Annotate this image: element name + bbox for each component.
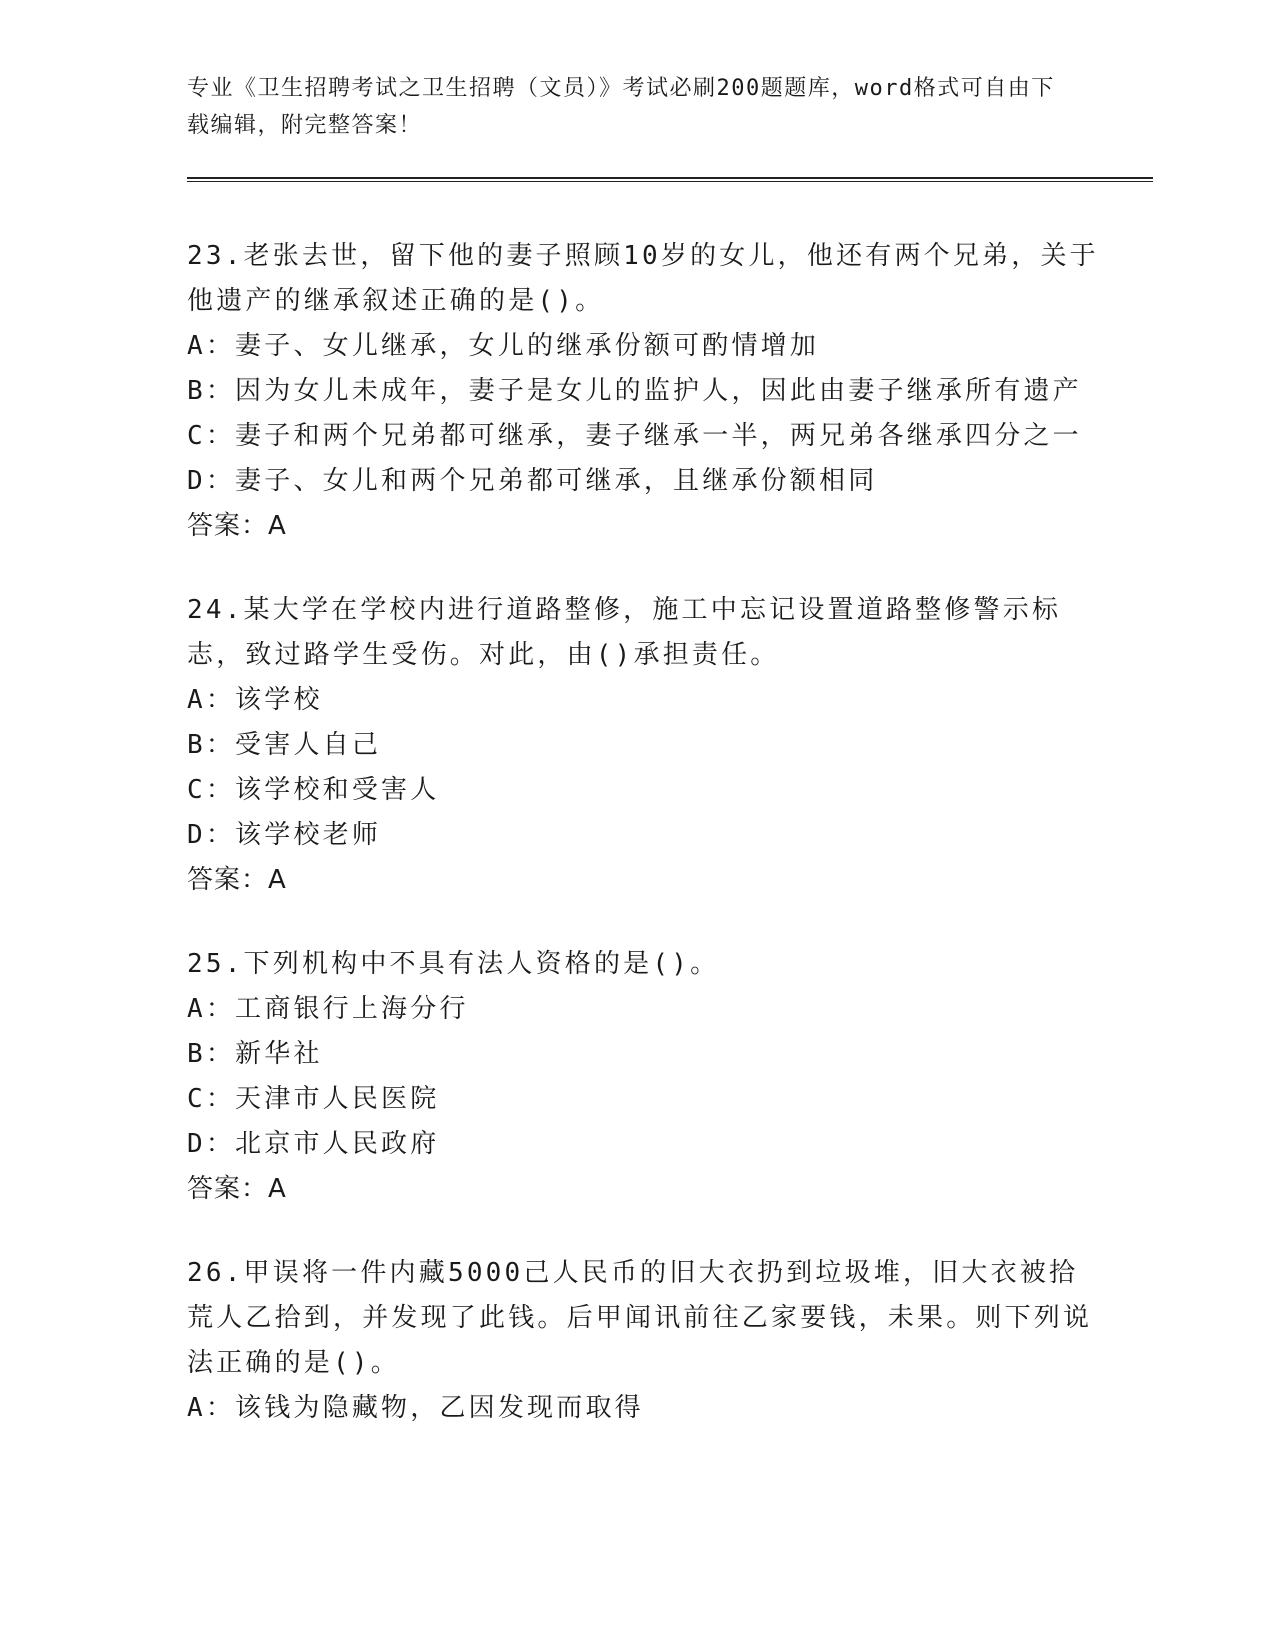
answer-line: 答案：A	[187, 865, 287, 895]
question-item	[187, 1251, 1107, 1431]
option-b: B：因为女儿未成年，妻子是女儿的监护人，因此由妻子继承所有遗产	[187, 376, 1082, 406]
header-divider	[187, 177, 1153, 182]
option-c: C：妻子和两个兄弟都可继承，妻子继承一半，两兄弟各继承四分之一	[187, 421, 1082, 451]
question-list	[187, 234, 1107, 1470]
option-a: A：该学校	[187, 685, 323, 715]
question-stem: 25.下列机构中不具有法人资格的是()。	[187, 949, 720, 979]
question-stem: 24.某大学在学校内进行道路整修，施工中忘记设置道路整修警示标志，致过路学生受伤。对此，由()承担责任。	[187, 595, 1062, 670]
answer-line: 答案：A	[187, 1174, 287, 1204]
option-a: A：工商银行上海分行	[187, 994, 469, 1024]
option-a: A：妻子、女儿继承，女儿的继承份额可酌情增加	[187, 331, 820, 361]
answer-line: 答案：A	[187, 511, 287, 541]
question-item	[187, 588, 1107, 903]
option-c: C：该学校和受害人	[187, 775, 440, 805]
question-item	[187, 942, 1107, 1212]
question-stem: 23.老张去世，留下他的妻子照顾10岁的女儿，他还有两个兄弟，关于他遗产的继承叙述正确的是()。	[187, 241, 1099, 316]
document-header: 专业《卫生招聘考试之卫生招聘（文员）》考试必刷200题题库，word格式可自由下载编辑，附完整答案！	[187, 76, 1055, 138]
option-d: D：北京市人民政府	[187, 1129, 440, 1159]
option-c: C：天津市人民医院	[187, 1084, 440, 1114]
option-d: D：妻子、女儿和两个兄弟都可继承，且继承份额相同	[187, 466, 878, 496]
option-b: B：受害人自己	[187, 730, 382, 760]
question-item	[187, 234, 1107, 549]
option-b: B：新华社	[187, 1039, 323, 1069]
question-stem: 26.甲误将一件内藏5000己人民币的旧大衣扔到垃圾堆，旧大衣被拾荒人乙拾到，并发现了此钱。后甲闻讯前往乙家要钱，未果。则下列说法正确的是()。	[187, 1258, 1093, 1378]
option-a: A：该钱为隐藏物，乙因发现而取得	[187, 1393, 644, 1423]
option-d: D：该学校老师	[187, 820, 382, 850]
